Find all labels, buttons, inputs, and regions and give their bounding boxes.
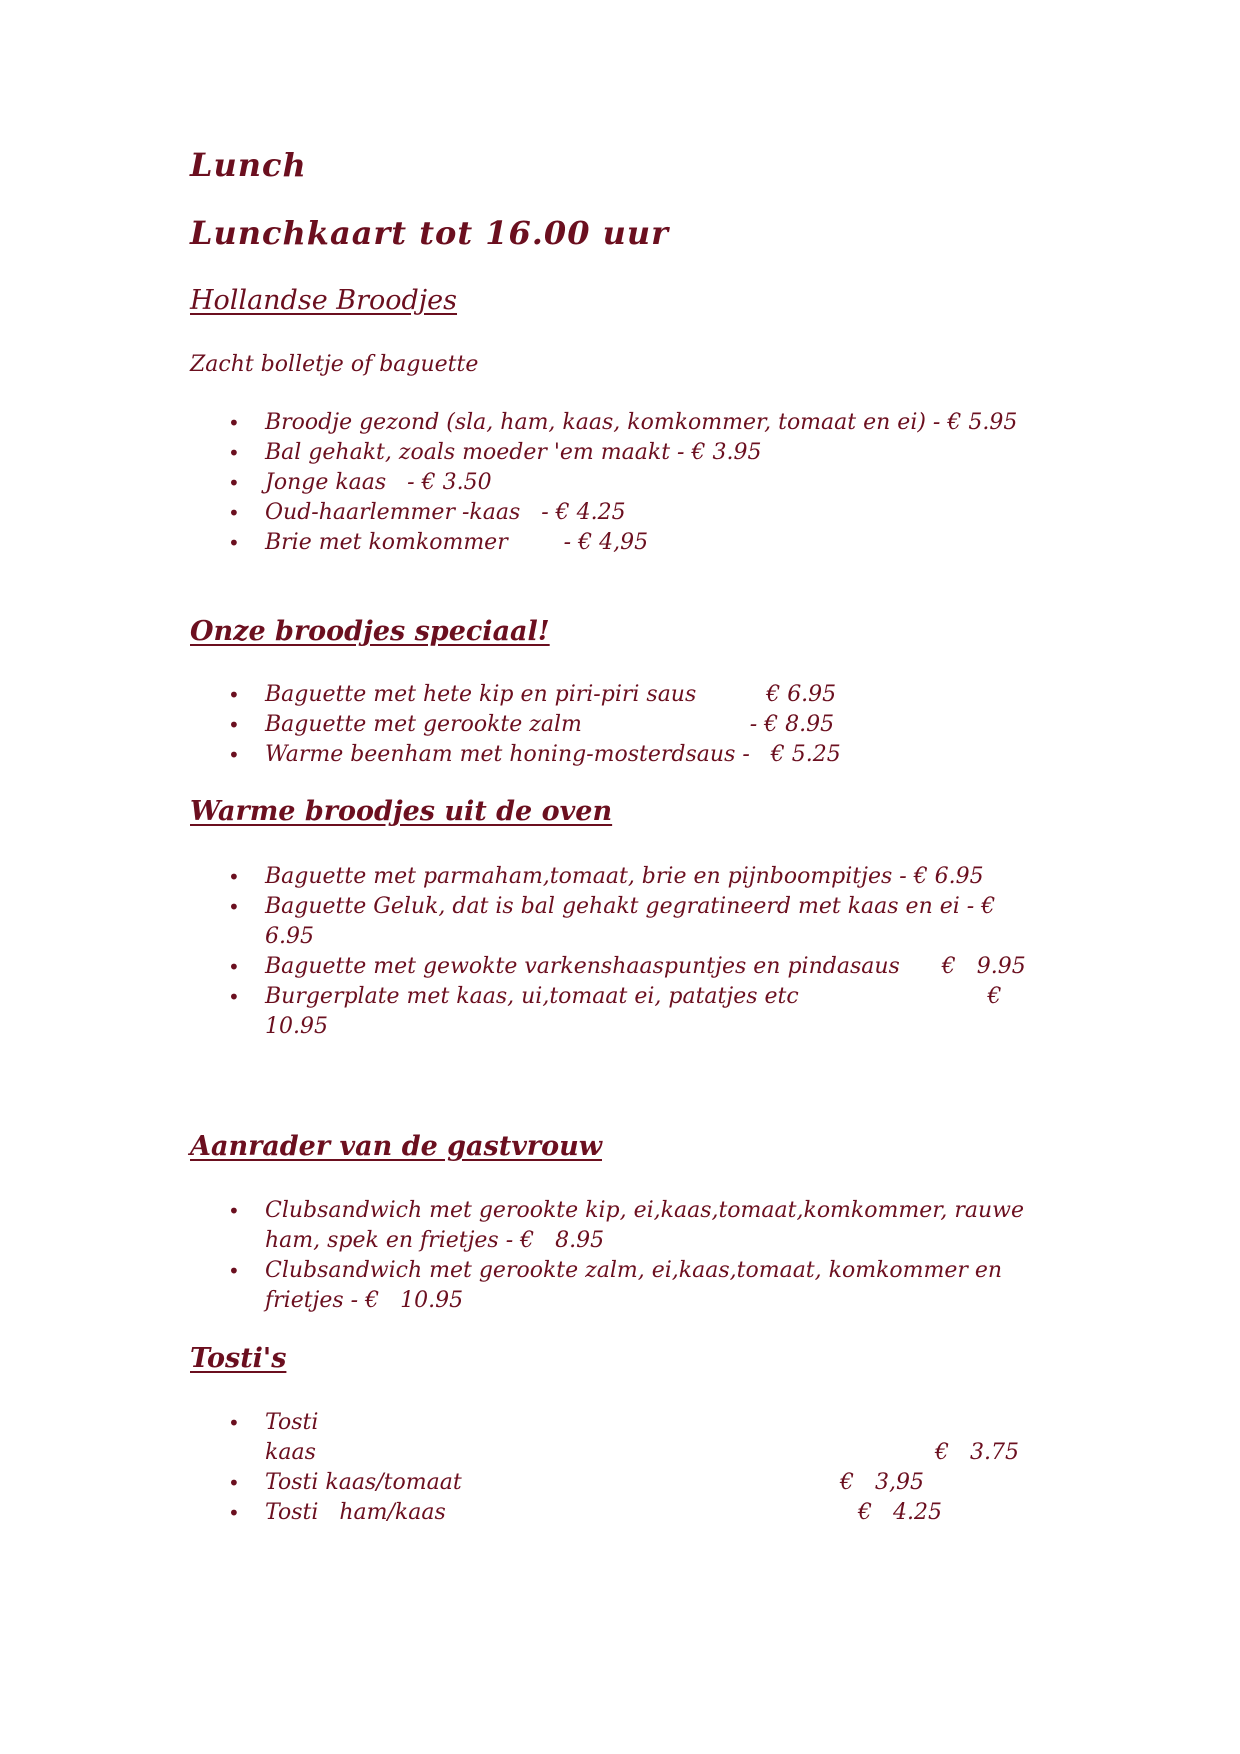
list-item: • Baguette met parmaham,tomaat, brie en pijnboompitjes - € 6.95 — [228, 862, 1048, 892]
section-heading-aanrader-gastvrouw: Aanrader van de gastvrouw — [190, 1131, 602, 1162]
tosti-item-name: Tosti kaas — [265, 1410, 319, 1465]
section-heading-tostis: Tosti's — [190, 1343, 287, 1374]
tosti-item-name: Tosti kaas/tomaat — [265, 1470, 462, 1495]
menu-list-hollandse-broodjes — [228, 408, 1038, 558]
list-item: • Oud-haarlemmer -kaas - € 4.25 — [228, 498, 1038, 528]
list-item: • Baguette met hete kip en piri-piri saus € 6.95 — [228, 680, 1038, 710]
list-item: • Brie met komkommer - € 4,95 — [228, 528, 1038, 558]
lunch-hours-heading: Lunchkaart tot 16.00 uur — [190, 214, 669, 252]
tosti-item-name: Tosti ham/kaas — [265, 1500, 446, 1525]
tosti-item-price: € 3.75 — [935, 1440, 1019, 1465]
menu-list-broodjes-speciaal — [228, 680, 1038, 770]
list-item: • Bal gehakt, zoals moeder 'em maakt - € 3.95 — [228, 438, 1038, 468]
list-item — [228, 1408, 1048, 1468]
list-item: • Warme beenham met honing-mosterdsaus - € 5.25 — [228, 740, 1038, 770]
menu-list-tostis — [228, 1408, 1048, 1528]
bread-choice-note: Zacht bolletje of baguette — [190, 352, 479, 377]
menu-list-aanrader-gastvrouw — [228, 1196, 1048, 1316]
section-heading-broodjes-speciaal: Onze broodjes speciaal! — [190, 616, 550, 647]
list-item: • Baguette met gewokte varkenshaaspuntjes en pindasaus € 9.95 — [228, 952, 1048, 982]
section-heading-hollandse-broodjes: Hollandse Broodjes — [190, 285, 458, 316]
section-heading-warme-broodjes: Warme broodjes uit de oven — [190, 796, 613, 827]
tosti-item-price: € 3,95 — [840, 1470, 924, 1495]
list-item: • Baguette Geluk, dat is bal gehakt gegratineerd met kaas en ei - € 6.95 — [228, 892, 1048, 952]
list-item: • Clubsandwich met gerookte zalm, ei,kaas,tomaat, komkommer en frietjes - € 10.95 — [228, 1256, 1048, 1316]
list-item: • Baguette met gerookte zalm - € 8.95 — [228, 710, 1038, 740]
menu-list-warme-broodjes — [228, 862, 1048, 1042]
tosti-item-price: € 4.25 — [858, 1500, 942, 1525]
list-item — [228, 1468, 1048, 1498]
list-item: • Broodje gezond (sla, ham, kaas, komkommer, tomaat en ei) - € 5.95 — [228, 408, 1038, 438]
list-item — [228, 1498, 1048, 1528]
list-item: • Clubsandwich met gerookte kip, ei,kaas,tomaat,komkommer, rauwe ham, spek en frietjes - € 8.95 — [228, 1196, 1048, 1256]
list-item: • Burgerplate met kaas, ui,tomaat ei, patatjes etc € 10.95 — [228, 982, 1048, 1042]
list-item: • Jonge kaas - € 3.50 — [228, 468, 1038, 498]
page-title: Lunch — [190, 146, 307, 184]
